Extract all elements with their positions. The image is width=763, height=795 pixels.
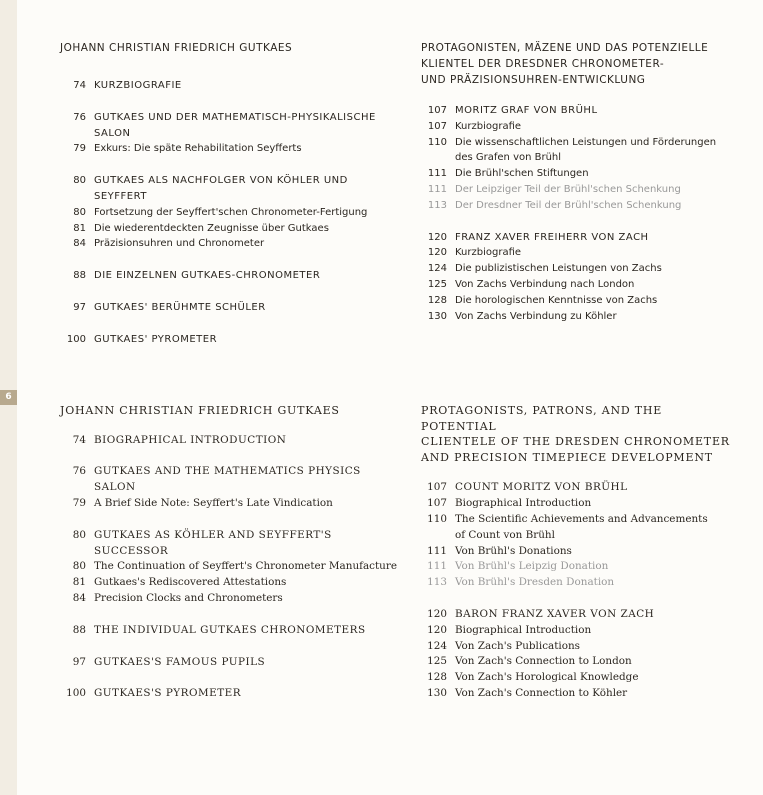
chapter-title: GUTKAES AS KÖHLER AND SEYFFERT'S SUCCESSOR	[94, 528, 332, 557]
page-ref: 124	[427, 639, 447, 652]
section-title-line: KLIENTEL DER DRESDNER CHRONOMETER-	[421, 58, 665, 70]
toc-group	[60, 110, 390, 157]
page-ref: 107	[427, 105, 447, 116]
page-ref: 120	[427, 623, 447, 636]
page-ref: 76	[73, 111, 86, 123]
page-ref: 107	[427, 497, 447, 510]
subsection-title: Die wissenschaftlichen Leistungen und Förderungen	[455, 136, 717, 148]
toc-group	[60, 173, 390, 252]
section-title-line: PROTAGONISTEN, MÄZENE UND DAS POTENZIELLE	[421, 42, 709, 54]
section-title: JOHANN CHRISTIAN FRIEDRICH GUTKAES	[60, 404, 340, 417]
chapter-title: GUTKAES UND DER MATHEMATISCH-PHYSIKALISCHE SALON	[94, 111, 376, 139]
toc-entry	[421, 654, 741, 670]
subsection-title: Von Zach's Horological Knowledge	[455, 671, 639, 684]
toc-list	[421, 103, 741, 324]
toc-entry	[421, 182, 741, 198]
section-title-line: AND PRECISION TIMEPIECE DEVELOPMENT	[421, 450, 713, 464]
toc-entry	[60, 173, 390, 205]
toc-entry	[421, 686, 741, 702]
toc-entry	[60, 236, 390, 252]
toc-entry	[60, 221, 390, 237]
chapter-title: GUTKAES' BERÜHMTE SCHÜLER	[94, 301, 266, 313]
subsection-title: The Continuation of Seyffert's Chronometer Manufacture	[94, 560, 397, 573]
toc-entry	[60, 268, 390, 284]
subsection-title: The Scientific Achievements and Advancements	[455, 512, 708, 525]
page-ref: 79	[73, 143, 86, 155]
section-title: JOHANN CHRISTIAN FRIEDRICH GUTKAES	[60, 42, 293, 54]
toc-group	[421, 230, 741, 325]
toc-entry	[421, 639, 741, 655]
subsection-title: Exkurs: Die späte Rehabilitation Seyfferts	[94, 143, 302, 155]
page-ref: 97	[73, 301, 86, 313]
toc-group	[421, 103, 741, 214]
subsection-title: Von Zachs Verbindung zu Köhler	[455, 310, 617, 322]
page-ref: 111	[427, 544, 447, 557]
page-ref: 120	[427, 607, 447, 620]
subsection-title: Die Brühl'schen Stiftungen	[455, 168, 589, 180]
toc-entry	[421, 293, 741, 309]
toc-entry	[421, 623, 741, 639]
page-ref: 97	[72, 655, 86, 668]
subsection-title: des Grafen von Brühl	[455, 152, 562, 164]
toc-entry	[421, 230, 741, 246]
page-ref: 110	[427, 136, 447, 148]
toc-entry	[421, 544, 741, 560]
page-ref: 111	[427, 168, 447, 180]
toc-list	[421, 480, 741, 701]
toc-group	[60, 78, 390, 94]
page-ref: 110	[427, 512, 447, 525]
toc-entry	[421, 166, 741, 182]
page-ref: 107	[427, 120, 447, 132]
toc-entry	[421, 607, 741, 623]
page-ref: 84	[73, 238, 86, 250]
chapter-title: GUTKAES' PYROMETER	[94, 333, 218, 345]
subsection-title: Von Zachs Verbindung nach London	[455, 278, 635, 290]
chapter-title: COUNT MORITZ VON BRÜHL	[455, 481, 628, 494]
page-ref: 79	[72, 496, 86, 509]
page-ref: 100	[66, 687, 86, 700]
toc-entry	[60, 655, 400, 671]
toc-entry	[60, 591, 400, 607]
page-number: 6	[0, 390, 17, 405]
subsection-title: Die publizistischen Leistungen von Zachs	[455, 263, 662, 275]
page-ref	[421, 528, 447, 544]
subsection-title: Fortsetzung der Seyffert'schen Chronometer-Fertigung	[94, 206, 368, 218]
subsection-title: Precision Clocks and Chronometers	[94, 591, 283, 604]
toc-entry	[60, 141, 390, 157]
page-ref: 76	[72, 465, 86, 478]
toc-group	[60, 686, 400, 702]
toc-entry	[421, 119, 741, 135]
page-ref: 120	[427, 247, 447, 259]
section-title-line: PROTAGONISTS, PATRONS, AND THE POTENTIAL	[421, 404, 663, 433]
subsection-title: Biographical Introduction	[455, 623, 592, 636]
section-title-line: UND PRÄZISIONSUHREN-ENTWICKLUNG	[421, 74, 646, 86]
page-ref: 113	[427, 576, 447, 589]
toc-group	[60, 268, 390, 284]
page-ref: 88	[73, 270, 86, 282]
page-ref: 80	[73, 175, 86, 187]
toc-entry	[60, 78, 390, 94]
toc-group	[60, 655, 400, 671]
subsection-title: Kurzbiografie	[455, 247, 522, 259]
subsection-title: Präzisionsuhren und Chronometer	[94, 238, 265, 250]
page-ref: 124	[427, 263, 447, 275]
page-ref: 125	[427, 655, 447, 668]
toc-entry	[60, 332, 390, 348]
toc-entry	[60, 559, 400, 575]
toc-entry	[421, 480, 741, 496]
toc-entry	[60, 433, 400, 449]
toc-list	[60, 78, 390, 348]
subsection-title: Von Brühl's Dresden Donation	[455, 576, 615, 589]
toc-entry	[421, 103, 741, 119]
toc-entry	[60, 623, 400, 639]
page-ref: 130	[427, 310, 447, 322]
toc-entry	[60, 496, 400, 512]
page-ref: 113	[427, 199, 447, 211]
subsection-title: Biographical Introduction	[455, 497, 592, 510]
subsection-title: Die wiederentdeckten Zeugnisse über Gutkaes	[94, 222, 329, 234]
toc-entry	[421, 245, 741, 261]
toc-group	[60, 464, 400, 511]
toc-entry	[421, 277, 741, 293]
subsection-title: Von Zach's Publications	[455, 639, 580, 652]
chapter-title: MORITZ GRAF VON BRÜHL	[455, 105, 598, 116]
toc-group	[421, 607, 741, 702]
toc-entry	[421, 670, 741, 686]
subsection-title: Der Dresdner Teil der Brühl'schen Schenkung	[455, 199, 682, 211]
page-ref: 120	[427, 231, 447, 243]
toc-entry	[60, 205, 390, 221]
page-ref: 128	[427, 671, 447, 684]
chapter-title: GUTKAES'S PYROMETER	[94, 687, 242, 700]
toc-entry	[421, 528, 741, 544]
subsection-title: Die horologischen Kenntnisse von Zachs	[455, 294, 658, 306]
page-ref: 81	[72, 576, 86, 589]
chapter-title: KURZBIOGRAFIE	[94, 80, 182, 91]
chapter-title: GUTKAES ALS NACHFOLGER VON KÖHLER UND SEYFFERT	[94, 175, 348, 202]
subsection-title: of Count von Brühl	[455, 528, 555, 541]
subsection-title: Von Brühl's Donations	[455, 544, 572, 557]
toc-english-right	[421, 403, 741, 702]
toc-group	[60, 528, 400, 607]
page-ref: 84	[72, 591, 86, 604]
toc-entry	[421, 559, 741, 575]
subsection-title: Kurzbiografie	[455, 120, 522, 132]
toc-entry	[60, 110, 390, 142]
toc-entry	[60, 300, 390, 316]
page-ref: 130	[427, 686, 447, 699]
toc-german-right	[421, 40, 741, 324]
toc-group	[60, 300, 390, 316]
chapter-title: GUTKAES'S FAMOUS PUPILS	[94, 655, 266, 668]
page-ref: 111	[427, 183, 447, 195]
chapter-title: FRANZ XAVER FREIHERR VON ZACH	[455, 231, 649, 243]
toc-list	[60, 433, 400, 703]
chapter-title: BARON FRANZ XAVER VON ZACH	[455, 607, 655, 620]
toc-entry	[60, 528, 400, 560]
page-ref: 128	[427, 294, 447, 306]
page-ref: 74	[73, 80, 86, 91]
toc-group	[60, 623, 400, 639]
toc-entry	[421, 198, 741, 214]
toc-entry	[60, 464, 400, 496]
toc-entry	[421, 135, 741, 151]
page-ref: 80	[72, 528, 86, 541]
page-ref: 74	[72, 433, 86, 446]
toc-entry	[60, 575, 400, 591]
page-ref: 111	[427, 560, 447, 573]
toc-entry	[421, 261, 741, 277]
chapter-title: GUTKAES AND THE MATHEMATICS PHYSICS SALON	[94, 465, 361, 494]
toc-english-left	[60, 403, 400, 702]
page-ref: 107	[427, 481, 447, 494]
toc-german-left	[60, 40, 390, 348]
subsection-title: Von Brühl's Leipzig Donation	[455, 560, 609, 573]
subsection-title: Von Zach's Connection to London	[455, 655, 632, 668]
page-ref: 80	[72, 560, 86, 573]
chapter-title: THE INDIVIDUAL GUTKAES CHRONOMETERS	[94, 623, 366, 636]
toc-entry	[421, 309, 741, 325]
toc-entry	[60, 686, 400, 702]
chapter-title: BIOGRAPHICAL INTRODUCTION	[94, 433, 287, 446]
page-ref: 88	[72, 623, 86, 636]
subsection-title: Von Zach's Connection to Köhler	[455, 686, 628, 699]
toc-entry	[421, 150, 741, 166]
page-ref: 81	[73, 222, 86, 234]
page-ref	[421, 150, 447, 166]
subsection-title: Der Leipziger Teil der Brühl'schen Schenkung	[455, 183, 681, 195]
chapter-title: DIE EINZELNEN GUTKAES-CHRONOMETER	[94, 270, 321, 282]
toc-group	[421, 480, 741, 591]
page-ref: 100	[66, 333, 86, 345]
section-title-line: CLIENTELE OF THE DRESDEN CHRONOMETER	[421, 435, 730, 449]
toc-entry	[421, 512, 741, 528]
toc-group	[60, 332, 390, 348]
page-ref: 125	[427, 278, 447, 290]
subsection-title: A Brief Side Note: Seyffert's Late Vindication	[94, 496, 333, 509]
page-ref: 80	[73, 206, 86, 218]
toc-group	[60, 433, 400, 449]
subsection-title: Gutkaes's Rediscovered Attestations	[94, 576, 287, 589]
toc-entry	[421, 496, 741, 512]
toc-entry	[421, 575, 741, 591]
